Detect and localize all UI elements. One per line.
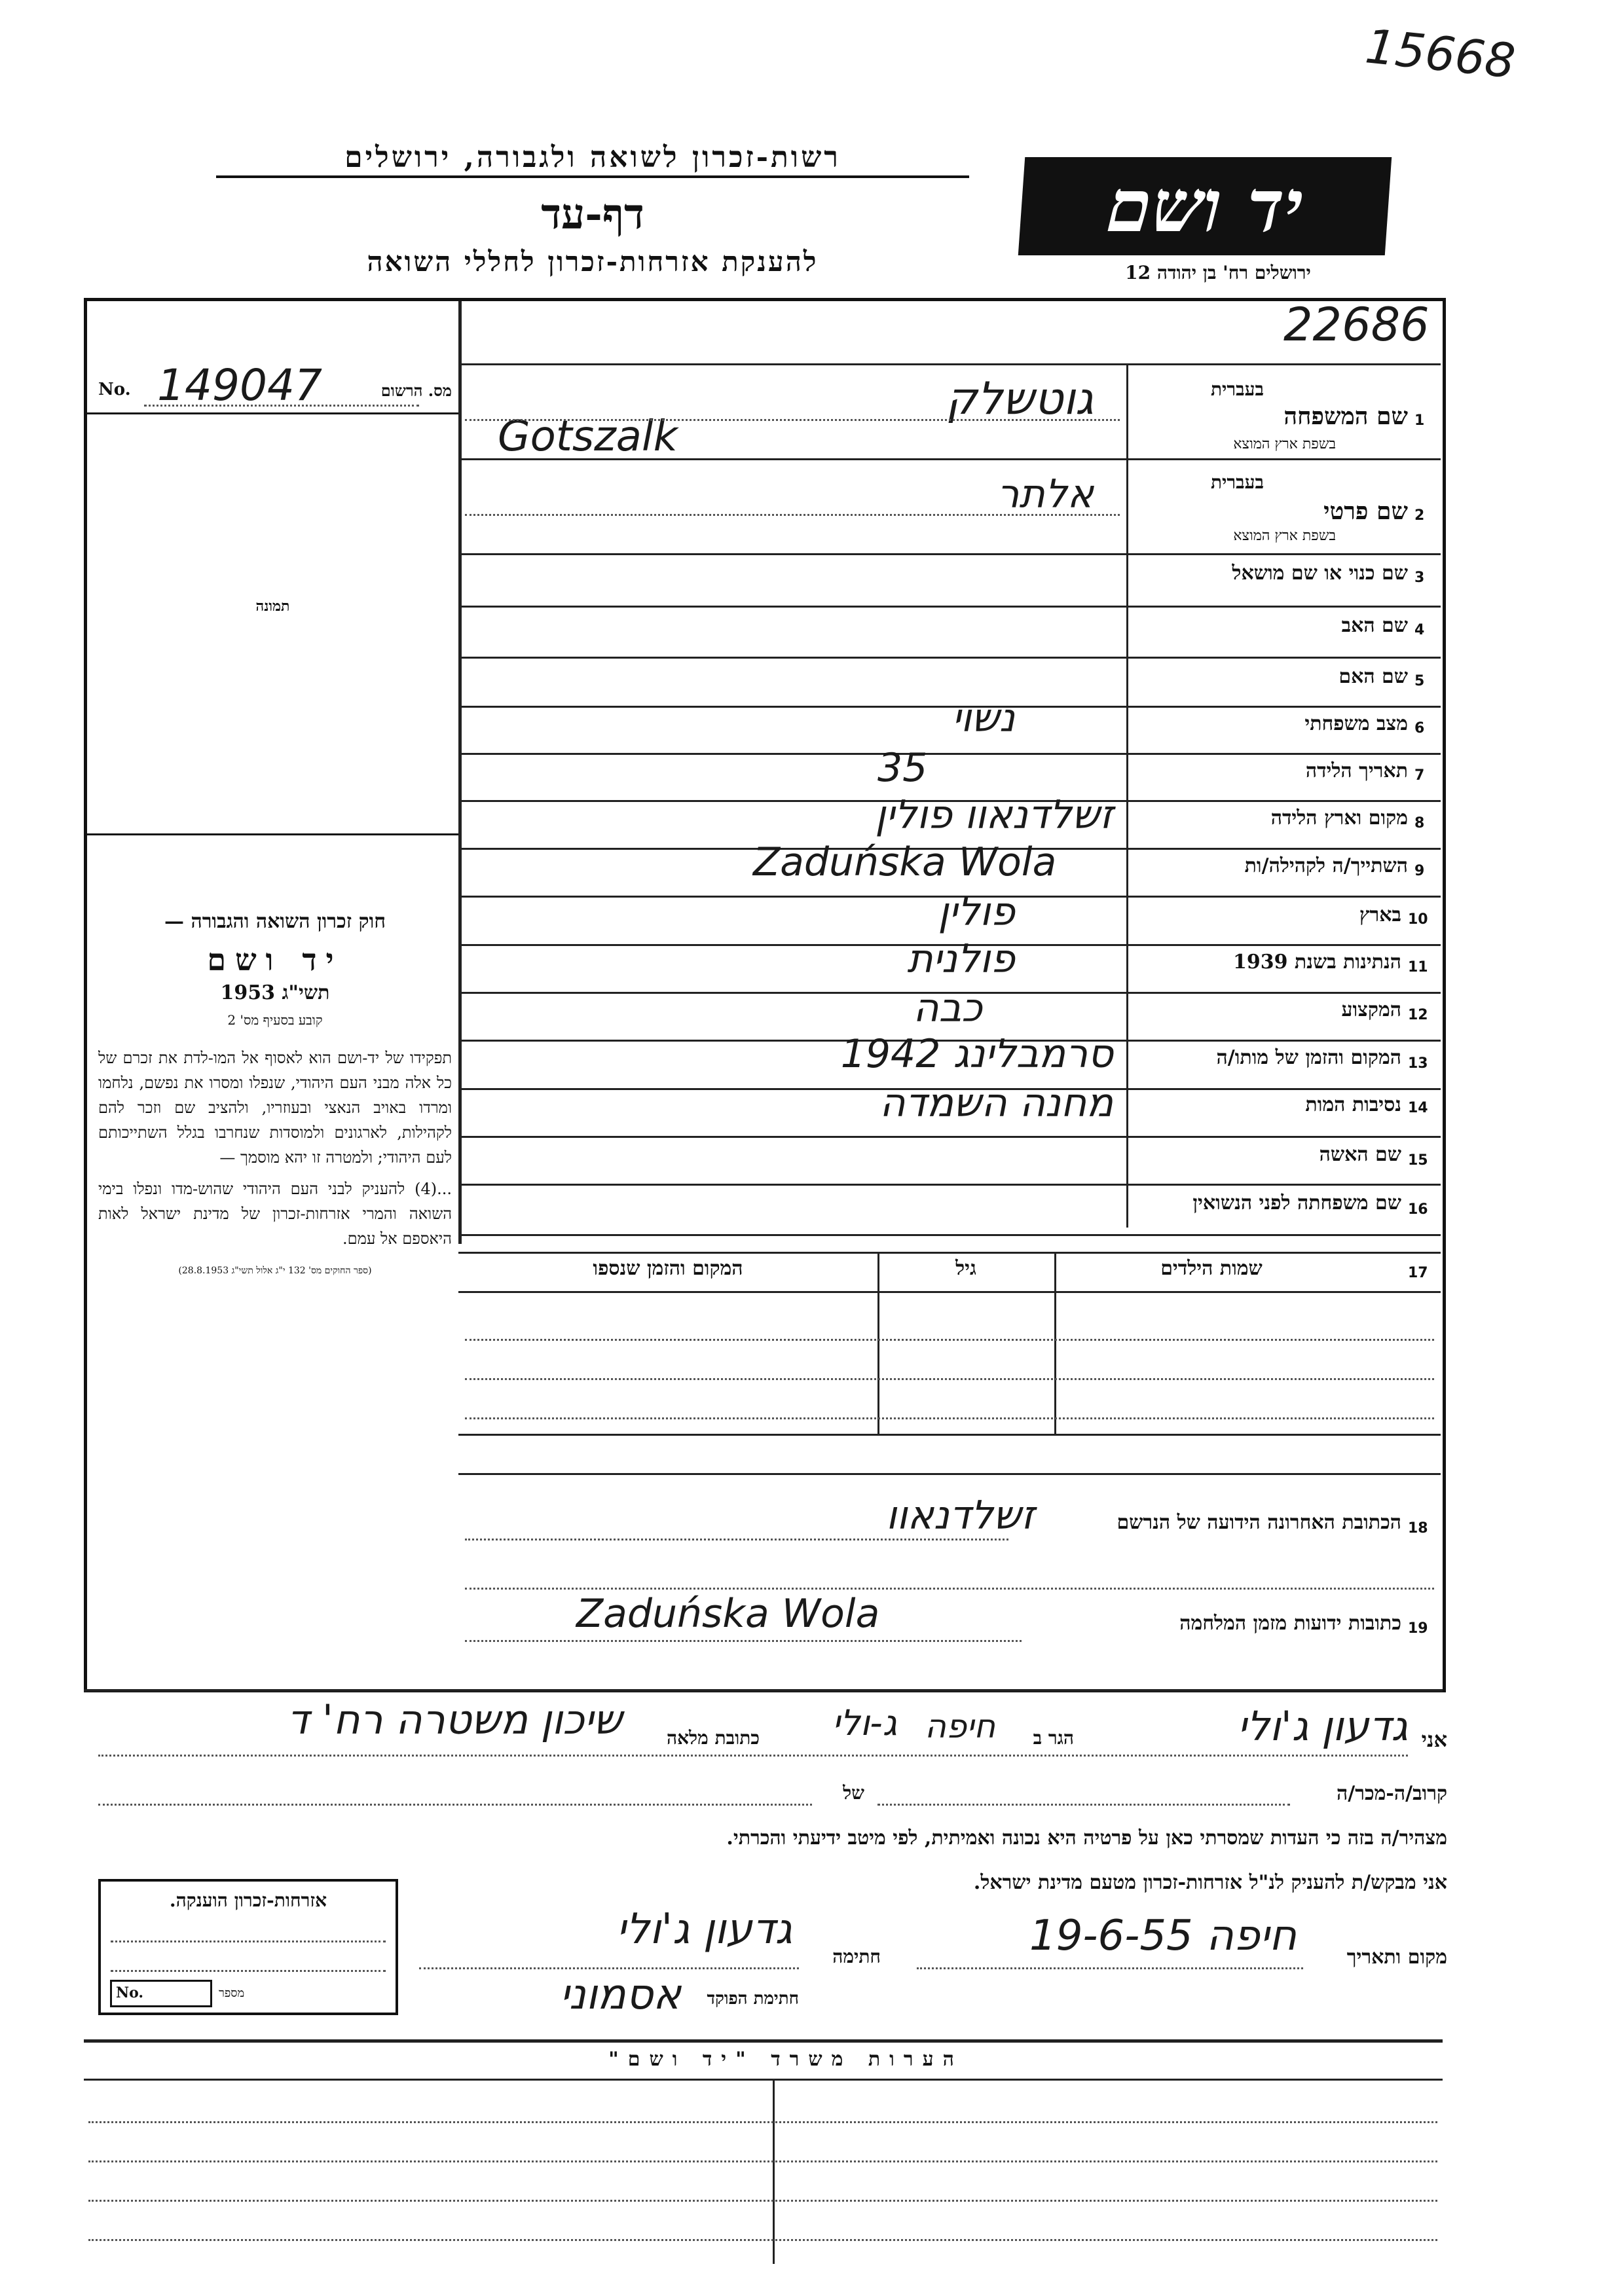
field-14-label: נסיבות המות bbox=[1305, 1093, 1401, 1116]
field-19-label: כתובות ידועות מזמן המלחמה bbox=[1179, 1612, 1401, 1635]
field-7-number: 7 bbox=[1414, 767, 1425, 784]
signature-label: חתימה bbox=[832, 1946, 881, 1967]
law-year: תשי"ג 1953 bbox=[220, 981, 330, 1004]
signature-value[interactable]: גדעון ג'ולי bbox=[616, 1905, 792, 1954]
photo-label: תמונה bbox=[255, 598, 290, 615]
yad-vashem-logo bbox=[1018, 157, 1392, 255]
field-3-label: שם כנוי או שם מושאל bbox=[1232, 562, 1408, 585]
field-10-label: בארץ bbox=[1359, 903, 1401, 926]
law-heading: חוק זכרון השואה והגבורה — bbox=[164, 910, 386, 933]
field-15-number: 15 bbox=[1408, 1152, 1428, 1169]
field-2-number: 2 bbox=[1414, 507, 1425, 524]
registration-label: מס. הרשום bbox=[380, 381, 452, 400]
stamp-title: אזרחות-זכרון הוענקה. bbox=[169, 1889, 327, 1911]
field-1-number: 1 bbox=[1414, 412, 1425, 429]
field-16-number: 16 bbox=[1408, 1201, 1428, 1218]
field-12-label: המקצוע bbox=[1341, 998, 1401, 1021]
declaration-name[interactable]: גדעון ג'ולי bbox=[1237, 1702, 1408, 1750]
field-18-value[interactable]: זשלדנאוו bbox=[886, 1493, 1035, 1539]
file-number: 22686 bbox=[1283, 298, 1430, 352]
children-number: 17 bbox=[1408, 1265, 1428, 1281]
field-4-number: 4 bbox=[1414, 622, 1425, 638]
field-5-number: 5 bbox=[1414, 673, 1425, 689]
field-19-value[interactable]: Zaduńska Wola bbox=[576, 1591, 880, 1637]
registration-prefix: No. bbox=[98, 380, 131, 399]
field-14-number: 14 bbox=[1408, 1100, 1428, 1116]
citizenship-stamp-box bbox=[98, 1879, 398, 2015]
registration-value: 149047 bbox=[157, 360, 322, 410]
stamp-number-field bbox=[110, 1980, 212, 2007]
field-18-number: 18 bbox=[1408, 1520, 1428, 1537]
field-9-label: השתייך/ה לקהילה/ות bbox=[1244, 854, 1408, 877]
photo-area bbox=[87, 412, 458, 835]
field-1-label: שם המשפחה bbox=[1283, 403, 1408, 430]
field-8-label: מקום וארץ הלידה bbox=[1270, 807, 1408, 829]
field-12-number: 12 bbox=[1408, 1007, 1428, 1023]
declaration-full-address-label: כתובת מלאה bbox=[666, 1727, 760, 1749]
field-11-number: 11 bbox=[1408, 959, 1428, 975]
law-footnote: (ספר החוקים מס' 132 י"ג אלול תשי"ג 28.8.1953) bbox=[178, 1266, 372, 1276]
field-11-value[interactable]: פולנית bbox=[907, 936, 1015, 982]
field-7-value[interactable]: 35 bbox=[877, 745, 928, 791]
authority-title: רשות-זכרון לשואה ולגבורה, ירושלים bbox=[216, 141, 969, 178]
field-3-number: 3 bbox=[1414, 570, 1425, 586]
field-5-label: שם האם bbox=[1338, 665, 1408, 688]
field-8-number: 8 bbox=[1414, 815, 1425, 831]
declaration-lives-label: הגר ב bbox=[1033, 1727, 1074, 1749]
field-6-value[interactable]: נשוי bbox=[951, 695, 1015, 741]
form-subtitle: להענקת אזרחות-זכרון לחללי השואה bbox=[367, 246, 819, 278]
declaration-address[interactable]: שיכון משטרה רח' ד bbox=[287, 1696, 622, 1743]
officer-label: חתימת הפוקד bbox=[707, 1989, 799, 2009]
declaration-street[interactable]: ג-ולי bbox=[832, 1702, 897, 1743]
logo-address: ירושלים רח' בן יהודה 12 bbox=[1125, 262, 1311, 283]
stamp-number-prefix: No. bbox=[116, 1984, 144, 2001]
field-12-value[interactable]: כבה bbox=[913, 985, 982, 1031]
field-13-label: המקום והזמן של מותו/ה bbox=[1216, 1046, 1401, 1069]
declaration-relative-label: קרוב/ה-מכר/ה bbox=[1337, 1782, 1447, 1805]
field-7-label: תאריך הלידה bbox=[1305, 759, 1408, 782]
place-date-label: מקום ותאריך bbox=[1346, 1946, 1447, 1969]
field-15-label: שם האשה bbox=[1319, 1143, 1401, 1166]
field-9-number: 9 bbox=[1414, 863, 1425, 879]
field-2-label: שם פרטי bbox=[1323, 498, 1408, 525]
field-1-sub-origin: בשפת ארץ המוצא bbox=[1233, 436, 1336, 452]
field-1-sub-hebrew: בעברית bbox=[1210, 378, 1264, 400]
field-13-number: 13 bbox=[1408, 1055, 1428, 1072]
field-6-number: 6 bbox=[1414, 720, 1425, 737]
declaration-statement-1: מצהיר/ה בזה כי העדות שמסרתי כאן על פרטיה היא נכונה ואמיתית, לפי מיטב ידיעתי והכרתי. bbox=[726, 1827, 1447, 1850]
field-4-label: שם האב bbox=[1341, 614, 1408, 637]
field-2-sub-origin: בשפת ארץ המוצא bbox=[1233, 528, 1336, 544]
notes-header: הערות משרד "יד ושם" bbox=[608, 2048, 963, 2071]
registration bbox=[98, 360, 452, 410]
field-16-label: שם משפחתה לפני הנשואין bbox=[1192, 1192, 1401, 1214]
field-6-label: מצב משפחתי bbox=[1304, 712, 1408, 735]
law-body: תפקידו של יד-ושם הוא לאסוף אל המו-לדת את זכרם של כל אלה מבני העם היהודי, שנפלו ומסרו את נפשם, נלחמו ומרדו באויב הנאצי ובעוזריו, ולהציב שם וזכר להם לקהילות, לארגונים ולמוסדות שנחרבו בגלל השתייכותם לעם היהודי; ולמטרה זו יהא מוסמך — bbox=[98, 1049, 452, 1167]
law-text-block bbox=[98, 910, 452, 1277]
field-13-value[interactable]: סרמבלינג 1942 bbox=[840, 1031, 1113, 1077]
children-col-names: שמות הילדים bbox=[1160, 1257, 1263, 1280]
field-10-number: 10 bbox=[1408, 911, 1428, 928]
field-18-label: הכתובת האחרונה הידועה של הנרשם bbox=[1116, 1511, 1401, 1534]
field-2-sub-hebrew: בעברית bbox=[1210, 471, 1264, 493]
declaration-statement-2: אני מבקש/ת להעניק לנ"ל אזרחות-זכרון מטעם מדינת ישראל. bbox=[973, 1871, 1447, 1894]
logo-text: יד ושם bbox=[1104, 164, 1306, 248]
stamp-number-label: מספר bbox=[219, 1986, 245, 2000]
declaration-of-label: של bbox=[843, 1782, 864, 1804]
field-2-value-hebrew[interactable]: אלתר bbox=[997, 471, 1094, 517]
field-8-value[interactable]: זשלדנאוו פולין bbox=[875, 792, 1113, 838]
field-1-value-latin[interactable]: Gotszalk bbox=[498, 412, 678, 461]
law-clause-4: ...(4) להעניק לבני העם היהודי שהוש-מדו ונפלו בימי השואה והמרי אזרחות-זכרון של מדינת ישראל לאות היאספם אל עמם. bbox=[98, 1180, 452, 1248]
children-col-age: גיל bbox=[955, 1257, 976, 1280]
declaration-i-label: אני bbox=[1421, 1727, 1447, 1752]
declaration-city[interactable]: חיפה bbox=[925, 1707, 995, 1745]
officer-signature: אסמוני bbox=[559, 1971, 681, 2019]
children-col-place: המקום והזמן שנספו bbox=[593, 1257, 743, 1280]
field-11-label: הנתינות בשנת 1939 bbox=[1232, 951, 1401, 974]
place-date-value[interactable]: חיפה 19-6-55 bbox=[1029, 1912, 1297, 1960]
field-1-value-hebrew[interactable]: גוטשלק bbox=[946, 373, 1094, 425]
field-19-number: 19 bbox=[1408, 1620, 1428, 1637]
field-14-value[interactable]: מחנה השמדה bbox=[879, 1080, 1113, 1126]
form-title: דף-עד bbox=[541, 190, 644, 239]
field-10-value[interactable]: פולין bbox=[938, 889, 1015, 935]
law-name: יד ושם bbox=[207, 942, 343, 977]
archive-number: 15668 bbox=[1363, 18, 1518, 89]
law-clause: קובע בסעיף מס' 2 bbox=[227, 1012, 323, 1028]
field-9-value[interactable]: Zaduńska Wola bbox=[753, 839, 1057, 885]
